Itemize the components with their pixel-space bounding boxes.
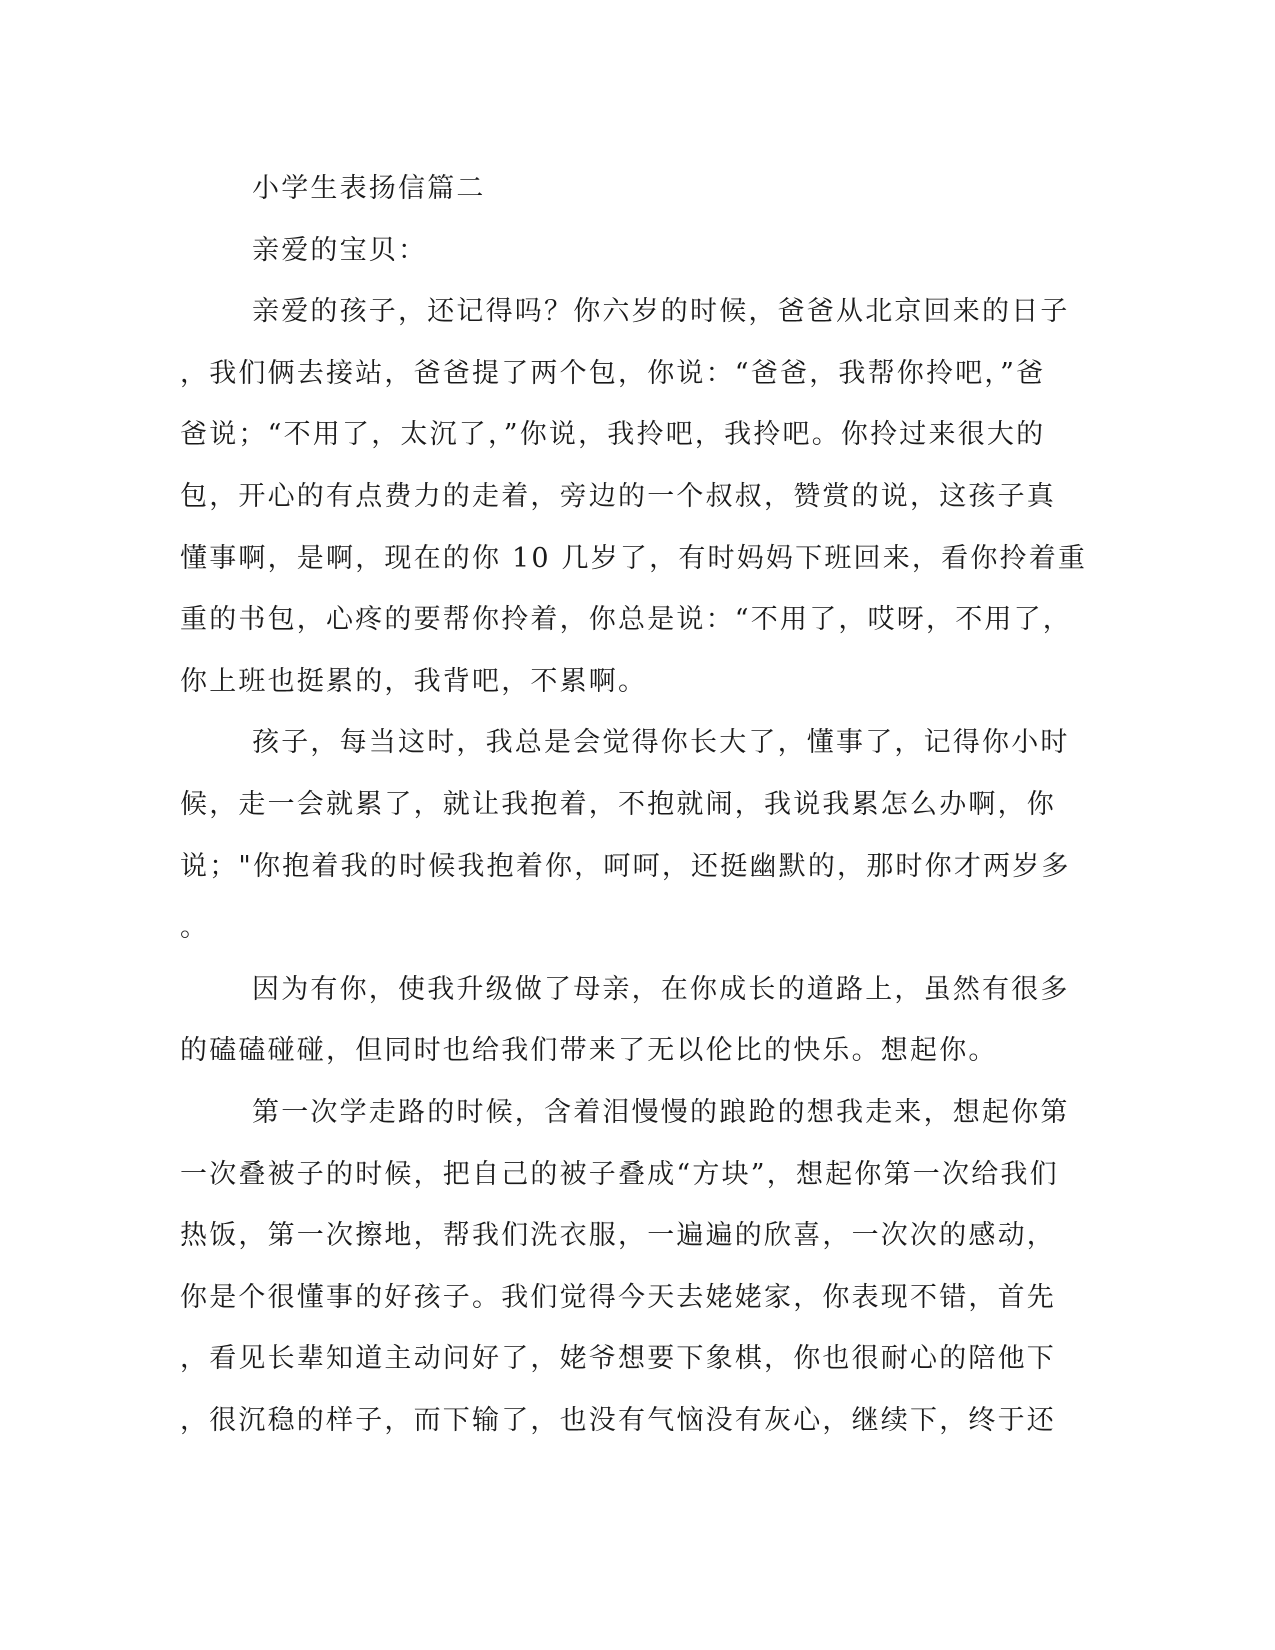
text-line: 亲爱的孩子，还记得吗？你六岁的时候，爸爸从北京回来的日子	[252, 296, 1070, 328]
text-line: 说；"你抱着我的时候我抱着你，呵呵，还挺幽默的，那时你才两岁多	[180, 850, 1071, 882]
text-line: 孩子，每当这时，我总是会觉得你长大了，懂事了，记得你小时	[252, 727, 1070, 759]
document-body	[180, 158, 1088, 1451]
text-line: 一次叠被子的时候，把自己的被子叠成“方块”，想起你第一次给我们	[180, 1158, 1059, 1190]
text-line: 因为有你，使我升级做了母亲，在你成长的道路上，虽然有很多	[252, 973, 1070, 1005]
text-line: ，我们俩去接站，爸爸提了两个包，你说：“爸爸，我帮你拎吧，”爸	[180, 357, 1046, 389]
text-line: 候，走一会就累了，就让我抱着，不抱就闹，我说我累怎么办啊，你	[180, 788, 1056, 820]
text-line: 。	[180, 912, 210, 944]
text-line: 热饭，第一次擦地，帮我们洗衣服，一遍遍的欣喜，一次次的感动，	[180, 1220, 1056, 1252]
text-line: 你上班也挺累的，我背吧，不累啊。	[180, 665, 648, 697]
text-line: 你是个很懂事的好孩子。我们觉得今天去姥姥家，你表现不错，首先	[180, 1281, 1056, 1313]
text-line: 的磕磕碰碰，但同时也给我们带来了无以伦比的快乐。想起你。	[180, 1035, 998, 1067]
text-line: 重的书包，心疼的要帮你拎着，你总是说：“不用了，哎呀，不用了，	[180, 604, 1073, 636]
text-line: 懂事啊，是啊，现在的你 10 几岁了，有时妈妈下班回来，看你拎着重	[180, 542, 1088, 574]
text-line: ，看见长辈知道主动问好了，姥爷想要下象棋，你也很耐心的陪他下	[180, 1343, 1056, 1375]
text-line: ，很沉稳的样子，而下输了，也没有气恼没有灰心，继续下，终于还	[180, 1404, 1056, 1436]
salutation: 亲爱的宝贝：	[252, 234, 428, 266]
text-line: 包，开心的有点费力的走着，旁边的一个叔叔，赞赏的说，这孩子真	[180, 480, 1056, 512]
text-line: 第一次学走路的时候，含着泪慢慢的踉跄的想我走来，想起你第	[252, 1096, 1070, 1128]
text-line: 爸说；“不用了，太沉了，”你说，我拎吧，我拎吧。你拎过来很大的	[180, 419, 1046, 451]
document-title: 小学生表扬信篇二	[252, 173, 486, 204]
